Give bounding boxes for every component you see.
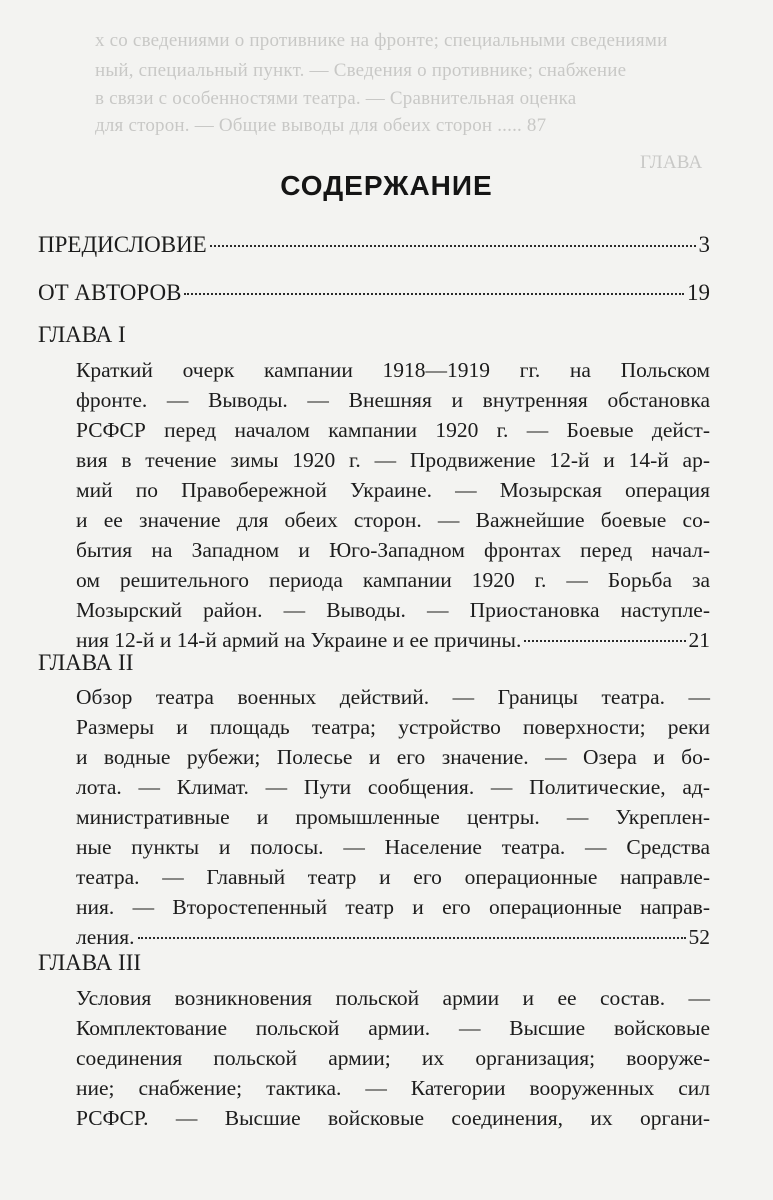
- chapter-description: [76, 682, 710, 952]
- description-line: и водные рубежи; Полесье и его значение. — Озера и бо-: [76, 745, 710, 769]
- description-line: лота. — Климат. — Пути сообщения. — Политические, ад-: [76, 775, 710, 799]
- dot-leader: [524, 640, 685, 642]
- dot-leader: [138, 937, 686, 939]
- dot-leader: [184, 293, 684, 295]
- description-line: ом решительного периода кампании 1920 г. — Борьба за: [76, 568, 710, 592]
- description-line: ления.: [76, 925, 135, 949]
- description-line: Краткий очерк кампании 1918—1919 гг. на Польском: [76, 358, 710, 382]
- toc-entry-page: 52: [688, 925, 710, 949]
- description-line: Размеры и площадь театра; устройство поверхности; реки: [76, 715, 710, 739]
- toc-entry-page: 19: [687, 280, 710, 305]
- description-line: мий по Правобережной Украине. — Мозырская операция: [76, 478, 710, 502]
- toc-entry-label: ОТ АВТОРОВ: [38, 280, 182, 305]
- description-line: и ее значение для обеих сторон. — Важнейшие боевые со-: [76, 508, 710, 532]
- description-line: бытия на Западном и Юго-Западном фронтах перед начал-: [76, 538, 710, 562]
- bleed-through-line: ГЛАВА: [640, 152, 703, 173]
- bleed-through-line: в связи с особенностями театра. — Сравнительная оценка: [95, 88, 577, 109]
- description-line: РСФСР. — Высшие войсковые соединения, их органи-: [76, 1106, 710, 1130]
- description-line: ния. — Второстепенный театр и его операционные направ-: [76, 895, 710, 919]
- description-line: вия в течение зимы 1920 г. — Продвижение 12-й и 14-й ар-: [76, 448, 710, 472]
- chapter-description: [76, 983, 710, 1133]
- toc-entry-label: ПРЕДИСЛОВИЕ: [38, 232, 207, 257]
- page-title: СОДЕРЖАНИЕ: [280, 170, 493, 201]
- description-line: министративные и промышленные центры. — Укреплен-: [76, 805, 710, 829]
- bleed-through-line: для сторон. — Общие выводы для обеих сторон ..... 87: [95, 115, 547, 136]
- bleed-through-line: х со сведениями о противнике на фронте; специальными сведениями: [95, 30, 668, 51]
- description-line: ние; снабжение; тактика. — Категории вооруженных сил: [76, 1076, 710, 1100]
- toc-entry-preface: [38, 232, 710, 258]
- description-line: соединения польской армии; их организация; вооруже-: [76, 1046, 710, 1070]
- description-line: фронте. — Выводы. — Внешняя и внутренняя обстановка: [76, 388, 710, 412]
- description-line: ния 12-й и 14-й армий на Украине и ее причины.: [76, 628, 522, 652]
- description-last-line: [76, 625, 710, 655]
- chapter-heading: ГЛАВА II: [38, 650, 134, 675]
- description-line: РСФСР перед началом кампании 1920 г. — Боевые дейст-: [76, 418, 710, 442]
- description-line: ные пункты и полосы. — Население театра. — Средства: [76, 835, 710, 859]
- description-line: Обзор театра военных действий. — Границы театра. —: [76, 685, 710, 709]
- description-line: Условия возникновения польской армии и ее состав. —: [76, 986, 710, 1010]
- toc-entry-page: 21: [688, 628, 710, 652]
- chapter-heading: ГЛАВА I: [38, 322, 126, 347]
- description-line: Комплектование польской армии. — Высшие войсковые: [76, 1016, 710, 1040]
- description-line: Мозырский район. — Выводы. — Приостановка наступле-: [76, 598, 710, 622]
- dot-leader: [210, 245, 696, 247]
- description-line: театра. — Главный театр и его операционные направле-: [76, 865, 710, 889]
- toc-entry-page: 3: [698, 232, 710, 257]
- description-last-line: [76, 922, 710, 952]
- chapter-heading: ГЛАВА III: [38, 950, 142, 975]
- bleed-through-line: ный, специальный пункт. — Сведения о противнике; снабжение: [95, 60, 627, 81]
- toc-entry-authors: [38, 280, 710, 306]
- chapter-description: [76, 355, 710, 655]
